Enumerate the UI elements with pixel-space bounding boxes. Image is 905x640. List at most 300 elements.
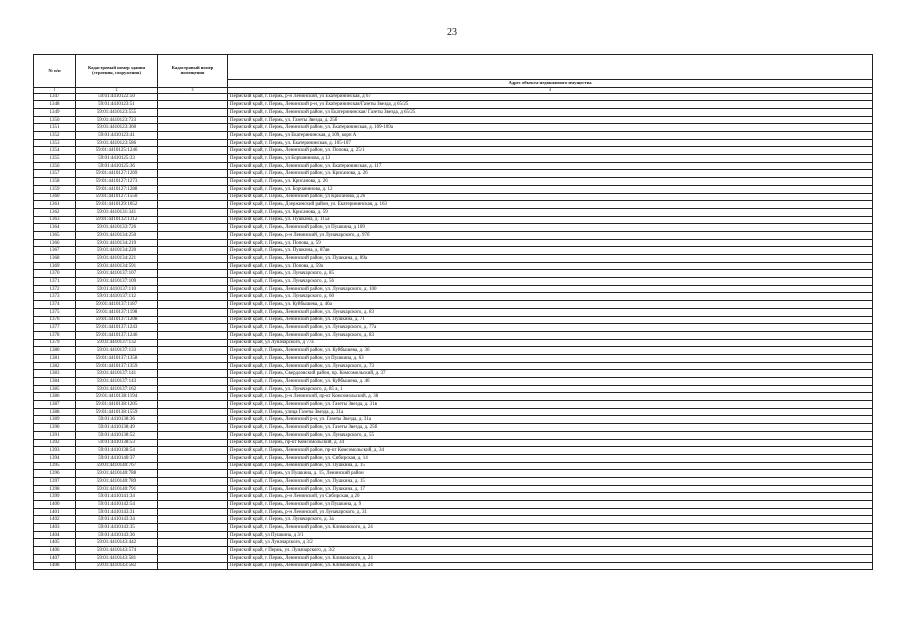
row-number: 1378 bbox=[34, 331, 76, 339]
property-address: Пермский край, г. Пермь, Ленинский район, ул. Попова, д. 25/1 bbox=[228, 147, 873, 155]
cadastral-building-number: 59:01:4410125:33 bbox=[76, 155, 158, 163]
row-number: 1372 bbox=[34, 285, 76, 293]
property-address: Пермский край, г. Пермь, ул. Попова, д. 59 bbox=[228, 239, 873, 247]
column-index: 2 bbox=[76, 88, 158, 94]
table-row bbox=[34, 408, 873, 416]
cadastral-premise-number bbox=[158, 178, 228, 186]
cadastral-building-number: 59:01:4410141:34 bbox=[76, 493, 158, 501]
cadastral-building-number: 59:01:4410143:34 bbox=[76, 516, 158, 524]
row-number: 1353 bbox=[34, 139, 76, 147]
row-number: 1394 bbox=[34, 454, 76, 462]
row-number: 1375 bbox=[34, 308, 76, 316]
cadastral-building-number: 59:01:4410140:789 bbox=[76, 477, 158, 485]
row-number: 1347 bbox=[34, 93, 76, 101]
row-number: 1374 bbox=[34, 301, 76, 309]
table-row bbox=[34, 554, 873, 562]
table-row bbox=[34, 239, 873, 247]
cadastral-premise-number bbox=[158, 424, 228, 432]
cadastral-premise-number bbox=[158, 247, 228, 255]
row-number: 1358 bbox=[34, 178, 76, 186]
cadastral-building-number: 59:01:4410127:1288 bbox=[76, 185, 158, 193]
table-row bbox=[34, 231, 873, 239]
row-number: 1406 bbox=[34, 547, 76, 555]
property-address: Пермский край, г Пермь, ул. Луначарского, д. 3/2 bbox=[228, 547, 873, 555]
cadastral-building-number: 59:01:4410137:133 bbox=[76, 347, 158, 355]
property-address: Пермский край, г. Пермь, Ленинский район, ул. Климовского, д. 24 bbox=[228, 562, 873, 570]
property-address: Пермский край, г. Пермь, Ленинский р-н, ул Екатерининская/Газеты Звезда, д 65/25 bbox=[228, 101, 873, 109]
property-address: Пермский край, г. Пермь, ул. Пушкина, д. 87ав bbox=[228, 247, 873, 255]
cadastral-premise-number bbox=[158, 470, 228, 478]
cadastral-building-number: 59:01:4410140:37 bbox=[76, 454, 158, 462]
property-address: Пермский край, г. Пермь, ул Борчанинова, д 13 bbox=[228, 155, 873, 163]
row-number: 1399 bbox=[34, 493, 76, 501]
table-row bbox=[34, 516, 873, 524]
row-number: 1373 bbox=[34, 293, 76, 301]
cadastral-premise-number bbox=[158, 139, 228, 147]
property-address: Пермский край, г. Пермь, Ленинский район, ул. Луначарского, д. 100 bbox=[228, 285, 873, 293]
cadastral-building-number: 59:01:4410137:1358 bbox=[76, 354, 158, 362]
column-index: 3 bbox=[158, 88, 228, 94]
cadastral-premise-number bbox=[158, 408, 228, 416]
cadastral-premise-number bbox=[158, 462, 228, 470]
cadastral-building-number: 59:01:4410138:1205 bbox=[76, 401, 158, 409]
column-index: 1 bbox=[34, 88, 76, 94]
cadastral-premise-number bbox=[158, 393, 228, 401]
header-address: Адрес объекта недвижимого имущества bbox=[228, 80, 873, 88]
table-row bbox=[34, 155, 873, 163]
cadastral-premise-number bbox=[158, 239, 228, 247]
property-address: Пермский край, г. Пермь, ул. Луначарского, д. 85 bbox=[228, 270, 873, 278]
table-row bbox=[34, 477, 873, 485]
cadastral-building-number: 59:01:4410138:53 bbox=[76, 439, 158, 447]
property-address: Пермский край, г. Пермь, ул Пушкина, д. 15, Ленинский район bbox=[228, 470, 873, 478]
table-row bbox=[34, 539, 873, 547]
row-number: 1359 bbox=[34, 185, 76, 193]
cadastral-premise-number bbox=[158, 293, 228, 301]
property-address: Пермский край, г. Пермь, ул. Крисанова, д. 26 bbox=[228, 178, 873, 186]
row-number: 1397 bbox=[34, 477, 76, 485]
cadastral-building-number: 59:01:4410143:442 bbox=[76, 539, 158, 547]
cadastral-building-number: 59:01:4410123:555 bbox=[76, 108, 158, 116]
table-row bbox=[34, 193, 873, 201]
property-address: Пермский край, г. Пермь, ул. Крисанова, д. 59 bbox=[228, 208, 873, 216]
row-number: 1355 bbox=[34, 155, 76, 163]
cadastral-premise-number bbox=[158, 354, 228, 362]
cadastral-building-number: 59:01:4410137:1243 bbox=[76, 324, 158, 332]
property-address: Пермский край, г. Пермь, Ленинский район, ул. Луначарского, д. 77а bbox=[228, 324, 873, 332]
row-number: 1381 bbox=[34, 354, 76, 362]
table-row bbox=[34, 132, 873, 140]
cadastral-premise-number bbox=[158, 370, 228, 378]
cadastral-premise-number bbox=[158, 101, 228, 109]
cadastral-premise-number bbox=[158, 316, 228, 324]
table-row bbox=[34, 331, 873, 339]
cadastral-premise-number bbox=[158, 485, 228, 493]
cadastral-building-number: 59:01:4410138:52 bbox=[76, 431, 158, 439]
property-address: Пермский край, г. Пермь, Ленинский район, ул. Пушкина, д. 71 bbox=[228, 316, 873, 324]
cadastral-premise-number bbox=[158, 208, 228, 216]
header-cadastral-building: Кадастровый номер здания (строения, сооружения) bbox=[76, 55, 158, 88]
row-number: 1380 bbox=[34, 347, 76, 355]
cadastral-building-number: 59:01:4410140:791 bbox=[76, 485, 158, 493]
cadastral-building-number: 59:01:4410137:141 bbox=[76, 370, 158, 378]
row-number: 1384 bbox=[34, 378, 76, 386]
property-address: Пермский край, г. Пермь, Ленинский район, пр-кт Комсомольский, д. 34 bbox=[228, 447, 873, 455]
cadastral-premise-number bbox=[158, 385, 228, 393]
property-address: Пермский край, г. Пермь, ул. Луначарского, д. 56 bbox=[228, 278, 873, 286]
table-row bbox=[34, 255, 873, 263]
property-address: Пермский край, г. Пермь, ул. Луначарского, д. 60 bbox=[228, 293, 873, 301]
property-address: Пермский край, г. Пермь, ул. Куйбышева, д. 46а bbox=[228, 301, 873, 309]
property-address: Пермский край, г. Пермь, Дзержинский район, ул. Екатерининская, д. 163 bbox=[228, 201, 873, 209]
table-row bbox=[34, 147, 873, 155]
cadastral-premise-number bbox=[158, 216, 228, 224]
property-address: Пермский край, г. Пермь, Ленинский район, ул. Климовского, д. 24 bbox=[228, 524, 873, 532]
table-row bbox=[34, 201, 873, 209]
cadastral-building-number: 59:01:4410137:109 bbox=[76, 278, 158, 286]
property-address: Пермский край, г. Пермь, ул. Газеты Звезда, д. 25б bbox=[228, 116, 873, 124]
row-number: 1396 bbox=[34, 470, 76, 478]
cadastral-building-number: 59:01:4410123:41 bbox=[76, 132, 158, 140]
cadastral-building-number: 59:01:4410143:581 bbox=[76, 554, 158, 562]
row-number: 1365 bbox=[34, 231, 76, 239]
table-row bbox=[34, 470, 873, 478]
cadastral-premise-number bbox=[158, 524, 228, 532]
property-address: Пермский край, г. Пермь, Ленинский район, ул Екатерининская/ Газеты Звезда, д 65/25 bbox=[228, 108, 873, 116]
property-address: Пермский край, г. Пермь, Ленинский район, ул. Крисанова, д. 26 bbox=[228, 170, 873, 178]
table-row bbox=[34, 416, 873, 424]
cadastral-premise-number bbox=[158, 155, 228, 163]
cadastral-premise-number bbox=[158, 531, 228, 539]
column-index: 4 bbox=[228, 88, 873, 94]
cadastral-premise-number bbox=[158, 378, 228, 386]
cadastral-building-number: 59:01:4410140:767 bbox=[76, 462, 158, 470]
property-address: Пермский край, г. Пермь, ул. Попова, д. 59а bbox=[228, 262, 873, 270]
row-number: 1351 bbox=[34, 124, 76, 132]
row-number: 1352 bbox=[34, 132, 76, 140]
row-number: 1390 bbox=[34, 424, 76, 432]
row-number: 1401 bbox=[34, 508, 76, 516]
cadastral-premise-number bbox=[158, 554, 228, 562]
row-number: 1408 bbox=[34, 562, 76, 570]
cadastral-building-number: 59:01:4410127:1550 bbox=[76, 193, 158, 201]
row-number: 1377 bbox=[34, 324, 76, 332]
property-address: Пермский край, г. Пермь, р-н Ленинский, ул Луначарского, д. 97б bbox=[228, 231, 873, 239]
table-row bbox=[34, 378, 873, 386]
table-row bbox=[34, 293, 873, 301]
table-row bbox=[34, 301, 873, 309]
row-number: 1379 bbox=[34, 339, 76, 347]
table-row bbox=[34, 247, 873, 255]
cadastral-building-number: 59:01:4410137:1187 bbox=[76, 301, 158, 309]
property-address: Пермский край, г. Пермь, р-н Ленинский, ул Сибирская, д 20 bbox=[228, 493, 873, 501]
cadastral-building-number: 59:01:4410137:112 bbox=[76, 293, 158, 301]
row-number: 1376 bbox=[34, 316, 76, 324]
cadastral-building-number: 59:01:4410138:49 bbox=[76, 424, 158, 432]
property-address: Пермский край, г. Пермь, Ленинский район, ул. Куйбышева, д. 36 bbox=[228, 347, 873, 355]
property-address: Пермский край, г. Пермь, Ленинский район, ул. Екатерининская, д. 117 bbox=[228, 162, 873, 170]
table-row bbox=[34, 401, 873, 409]
cadastral-building-number: 59:01:4410137:162 bbox=[76, 385, 158, 393]
cadastral-building-number: 59:01:4410134:219 bbox=[76, 239, 158, 247]
cadastral-premise-number bbox=[158, 431, 228, 439]
cadastral-building-number: 59:01:4410134:220 bbox=[76, 247, 158, 255]
table-row bbox=[34, 562, 873, 570]
table-row bbox=[34, 224, 873, 232]
cadastral-premise-number bbox=[158, 301, 228, 309]
row-number: 1369 bbox=[34, 262, 76, 270]
cadastral-premise-number bbox=[158, 362, 228, 370]
property-address: Пермский край, ул Луначарского, д 77а bbox=[228, 339, 873, 347]
cadastral-building-number: 59:01:4410138:54 bbox=[76, 447, 158, 455]
row-number: 1393 bbox=[34, 447, 76, 455]
table-row bbox=[34, 524, 873, 532]
table-row bbox=[34, 93, 873, 101]
property-address: Пермский край, г. Пермь, Ленинский район, ул. Луначарского, д. 73 bbox=[228, 362, 873, 370]
property-address: Пермский край, г. Пермь, пр-кт Комсомольский, д. 34 bbox=[228, 439, 873, 447]
table-row bbox=[34, 462, 873, 470]
table-row bbox=[34, 278, 873, 286]
row-number: 1402 bbox=[34, 516, 76, 524]
table-row bbox=[34, 454, 873, 462]
cadastral-premise-number bbox=[158, 116, 228, 124]
cadastral-building-number: 59:01:4410137:1198 bbox=[76, 308, 158, 316]
property-address: Пермский край, г. Пермь, Ленинский район, ул. Газеты Звезда, д. 25б bbox=[228, 424, 873, 432]
row-number: 1386 bbox=[34, 393, 76, 401]
header-num: № п/п bbox=[34, 55, 76, 88]
table-row bbox=[34, 485, 873, 493]
row-number: 1362 bbox=[34, 208, 76, 216]
cadastral-premise-number bbox=[158, 547, 228, 555]
row-number: 1354 bbox=[34, 147, 76, 155]
table-row bbox=[34, 547, 873, 555]
cadastral-premise-number bbox=[158, 231, 228, 239]
cadastral-building-number: 59:01:4410138:1559 bbox=[76, 408, 158, 416]
cadastral-premise-number bbox=[158, 224, 228, 232]
cadastral-building-number: 59:01:4410125:36 bbox=[76, 162, 158, 170]
property-address: Пермский край, г. Пермь, Ленинский район, ул. Куйбышева, д. 46 bbox=[228, 378, 873, 386]
row-number: 1361 bbox=[34, 201, 76, 209]
cadastral-premise-number bbox=[158, 401, 228, 409]
row-number: 1349 bbox=[34, 108, 76, 116]
cadastral-building-number: 59:01:4410137:1359 bbox=[76, 362, 158, 370]
row-number: 1364 bbox=[34, 224, 76, 232]
cadastral-premise-number bbox=[158, 162, 228, 170]
cadastral-building-number: 59:01:4410125:1246 bbox=[76, 147, 158, 155]
property-address: Пермский край, г. Пермь, Ленинский район, ул. Пушкина, д. 17 bbox=[228, 485, 873, 493]
table-row bbox=[34, 162, 873, 170]
property-address: Пермский край, г. Пермь, Ленинский район, ул Пушкина, д 109 bbox=[228, 224, 873, 232]
cadastral-premise-number bbox=[158, 308, 228, 316]
property-address: Пермский край, г. Пермь, ул. Борчанинова, д. 12 bbox=[228, 185, 873, 193]
row-number: 1383 bbox=[34, 370, 76, 378]
table-row bbox=[34, 216, 873, 224]
cadastral-building-number: 59:01:4410122:50 bbox=[76, 93, 158, 101]
table-row bbox=[34, 362, 873, 370]
table-row bbox=[34, 139, 873, 147]
row-number: 1400 bbox=[34, 501, 76, 509]
cadastral-premise-number bbox=[158, 493, 228, 501]
property-address: Пермский край, г. Пермь, Ленинский район, ул Пушкина, д. 9 bbox=[228, 501, 873, 509]
cadastral-building-number: 59:01:4410137:110 bbox=[76, 285, 158, 293]
table-row bbox=[34, 170, 873, 178]
table-row bbox=[34, 324, 873, 332]
property-address: Пермский край, г. Пермь, ул. Луначарского, д. 85 а, 1 bbox=[228, 385, 873, 393]
row-number: 1385 bbox=[34, 385, 76, 393]
table-row bbox=[34, 347, 873, 355]
cadastral-premise-number bbox=[158, 477, 228, 485]
row-number: 1392 bbox=[34, 439, 76, 447]
cadastral-building-number: 59:01:4410123:360 bbox=[76, 124, 158, 132]
cadastral-premise-number bbox=[158, 539, 228, 547]
property-address: Пермский край, г. Пермь, Ленинский район, ул. Пушкина, д. 89а bbox=[228, 255, 873, 263]
cadastral-premise-number bbox=[158, 170, 228, 178]
row-number: 1371 bbox=[34, 278, 76, 286]
row-number: 1388 bbox=[34, 408, 76, 416]
cadastral-premise-number bbox=[158, 447, 228, 455]
row-number: 1407 bbox=[34, 554, 76, 562]
row-number: 1356 bbox=[34, 162, 76, 170]
cadastral-premise-number bbox=[158, 201, 228, 209]
row-number: 1395 bbox=[34, 462, 76, 470]
row-number: 1366 bbox=[34, 239, 76, 247]
cadastral-premise-number bbox=[158, 93, 228, 101]
table-row bbox=[34, 501, 873, 509]
table-row bbox=[34, 385, 873, 393]
cadastral-premise-number bbox=[158, 255, 228, 263]
property-address: Пермский край, г. Пермь, ул. Екатерининская, д. 105-107 bbox=[228, 139, 873, 147]
cadastral-premise-number bbox=[158, 439, 228, 447]
row-number: 1391 bbox=[34, 431, 76, 439]
property-address: Пермский край, г. Пермь, р-н Ленинский, ул Екатерининская, д 67 bbox=[228, 93, 873, 101]
cadastral-premise-number bbox=[158, 501, 228, 509]
property-address: Пермский край, г. Пермь, Ленинский район, ул. Луначарского, д. 55 bbox=[228, 431, 873, 439]
cadastral-premise-number bbox=[158, 454, 228, 462]
cadastral-premise-number bbox=[158, 278, 228, 286]
cadastral-premise-number bbox=[158, 416, 228, 424]
cadastral-building-number: 59:01:4410123:723 bbox=[76, 116, 158, 124]
table-row bbox=[34, 208, 873, 216]
property-address: Пермский край, г. Пермь, Ленинский район, ул. Екатерининская, д. 109-109а bbox=[228, 124, 873, 132]
property-address: Пермский край, г. Пермь, Ленинский район, ул. Климовского, д. 24 bbox=[228, 554, 873, 562]
table-row bbox=[34, 116, 873, 124]
table-row bbox=[34, 285, 873, 293]
property-address: Пермский край, г. Пермь, Свердловский район, пр. Комсомольский, д. 37 bbox=[228, 370, 873, 378]
cadastral-building-number: 59:01:4410127:1269 bbox=[76, 170, 158, 178]
cadastral-premise-number bbox=[158, 516, 228, 524]
cadastral-building-number: 59:01:4410134:250 bbox=[76, 231, 158, 239]
row-number: 1404 bbox=[34, 531, 76, 539]
cadastral-premise-number bbox=[158, 562, 228, 570]
property-address: Пермский край, г. Пермь, Ленинский район, ул. Луначарского, д. 83 bbox=[228, 308, 873, 316]
property-address: Пермский край, г. Пермь, ул Екатерининская, д 109, корп А bbox=[228, 132, 873, 140]
table-row bbox=[34, 493, 873, 501]
row-number: 1348 bbox=[34, 101, 76, 109]
cadastral-building-number: 59:01:4410137:1246 bbox=[76, 331, 158, 339]
cadastral-building-number: 59:01:4410131:341 bbox=[76, 208, 158, 216]
cadastral-premise-number bbox=[158, 185, 228, 193]
table-row bbox=[34, 185, 873, 193]
table-row bbox=[34, 431, 873, 439]
cadastral-premise-number bbox=[158, 331, 228, 339]
row-number: 1403 bbox=[34, 524, 76, 532]
cadastral-building-number: 59:01:4410140:788 bbox=[76, 470, 158, 478]
cadastral-building-number: 59:01:4410143:574 bbox=[76, 547, 158, 555]
property-address: Пермский край, ул Пушкина, д 3/1 bbox=[228, 531, 873, 539]
cadastral-building-number: 59:01:4410137:107 bbox=[76, 270, 158, 278]
property-address: Пермский край, г. Пермь, Ленинский район, ул Пушкина, д. 63 bbox=[228, 354, 873, 362]
property-address: Пермский край, г. Пермь, Ленинский район, ул. Пушкина, д. 15 bbox=[228, 462, 873, 470]
table-row bbox=[34, 370, 873, 378]
row-number: 1389 bbox=[34, 416, 76, 424]
header-blank bbox=[228, 55, 873, 80]
cadastral-building-number: 59:01:4410143:582 bbox=[76, 562, 158, 570]
property-address: Пермский край, ул Луначарского, д 3/2 bbox=[228, 539, 873, 547]
cadastral-building-number: 59:01:4410138:1194 bbox=[76, 393, 158, 401]
cadastral-building-number: 59:01:4410143:36 bbox=[76, 531, 158, 539]
property-address: Пермский край, г. Пермь, Ленинский район, ул Крисанова, д 26 bbox=[228, 193, 873, 201]
table-row bbox=[34, 424, 873, 432]
row-number: 1360 bbox=[34, 193, 76, 201]
cadastral-building-number: 59:01:4410142:54 bbox=[76, 501, 158, 509]
cadastral-building-number: 59:01:4410132:1312 bbox=[76, 216, 158, 224]
row-number: 1387 bbox=[34, 401, 76, 409]
row-number: 1405 bbox=[34, 539, 76, 547]
table-row bbox=[34, 124, 873, 132]
cadastral-premise-number bbox=[158, 108, 228, 116]
cadastral-building-number: 59:01:4410134:591 bbox=[76, 262, 158, 270]
cadastral-premise-number bbox=[158, 270, 228, 278]
cadastral-premise-number bbox=[158, 147, 228, 155]
row-number: 1398 bbox=[34, 485, 76, 493]
table-row bbox=[34, 262, 873, 270]
cadastral-building-number: 59:01:4410137:143 bbox=[76, 378, 158, 386]
property-address: Пермский край, г. Пермь, Ленинский район, ул. Газеты Звезда, д. 31в bbox=[228, 401, 873, 409]
row-number: 1367 bbox=[34, 247, 76, 255]
table-row bbox=[34, 178, 873, 186]
cadastral-premise-number bbox=[158, 285, 228, 293]
property-address: Пермский край, г. Пермь, ул. Пушкина, д. 115а bbox=[228, 216, 873, 224]
row-number: 1370 bbox=[34, 270, 76, 278]
table-row bbox=[34, 354, 873, 362]
cadastral-building-number: 59:01:4410133:726 bbox=[76, 224, 158, 232]
cadastral-building-number: 59:01:4410137:132 bbox=[76, 339, 158, 347]
table-row bbox=[34, 270, 873, 278]
cadastral-premise-number bbox=[158, 324, 228, 332]
cadastral-building-number: 59:01:4410127:1273 bbox=[76, 178, 158, 186]
row-number: 1350 bbox=[34, 116, 76, 124]
header-cadastral-premise: Кадастровый номер помещения bbox=[158, 55, 228, 88]
cadastral-building-number: 59:01:4410129:1052 bbox=[76, 201, 158, 209]
cadastral-building-number: 59:01:4410143:35 bbox=[76, 524, 158, 532]
cadastral-building-number: 59:01:4410137:1208 bbox=[76, 316, 158, 324]
cadastral-building-number: 59:01:4410123:51 bbox=[76, 101, 158, 109]
cadastral-building-number: 59:01:4410123:586 bbox=[76, 139, 158, 147]
row-number: 1368 bbox=[34, 255, 76, 263]
table-row bbox=[34, 316, 873, 324]
cadastral-building-number: 59:01:4410134:221 bbox=[76, 255, 158, 263]
registry-body bbox=[34, 88, 873, 570]
cadastral-premise-number bbox=[158, 347, 228, 355]
property-address: Пермский край, г. Пермь, р-н Ленинский, пр-кт Комсомольский, д. 38 bbox=[228, 393, 873, 401]
table-row bbox=[34, 339, 873, 347]
property-address: Пермский край, г. Пермь, Ленинский район, ул. Пушкина, д. 15 bbox=[228, 477, 873, 485]
table-row bbox=[34, 447, 873, 455]
cadastral-premise-number bbox=[158, 262, 228, 270]
table-row bbox=[34, 393, 873, 401]
property-address: Пермский край, г. Пермь, Ленинский район, ул. Сибирская, д. 14 bbox=[228, 454, 873, 462]
cadastral-premise-number bbox=[158, 124, 228, 132]
